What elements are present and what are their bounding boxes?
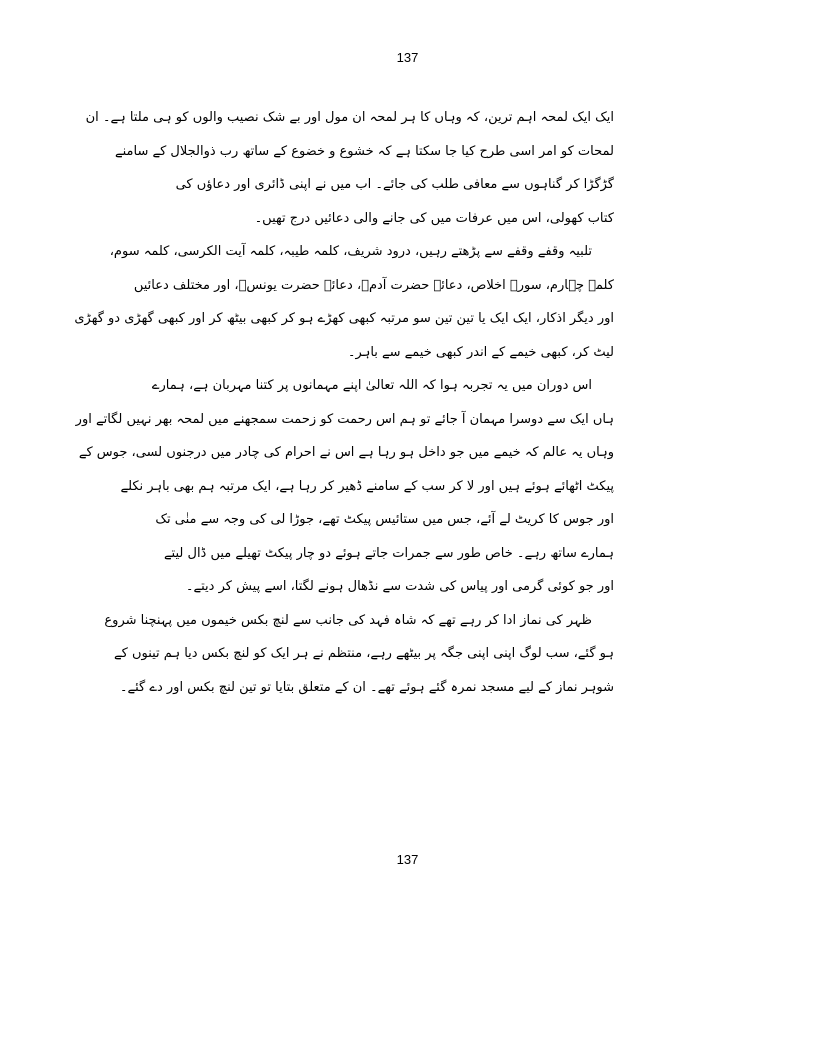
text-line: اور دیگر اذکار، ایک ایک یا تین تین سو مرتبہ کبھی کھڑے ہو کر کبھی بیٹھ کر اور کبھی گھڑی دو گھڑی xyxy=(74,311,614,326)
text-line: کلمہ چہارم، سورۃ اخلاص، دعائے حضرت آدمؑ، دعائے حضرت یونسؑ، اور مختلف دعائیں xyxy=(133,277,614,293)
text-line: ہاں ایک سے دوسرا مہمان آ جائے تو ہم اس رحمت کو زحمت سمجھنے میں لمحہ بھر نہیں لگاتے اور xyxy=(75,411,614,427)
text-line: تلبیہ وقفے وقفے سے پڑھتے رہیں، درود شریف، کلمہ طیبہ، کلمہ آیت الکرسی، کلمہ سوم، xyxy=(109,244,592,259)
text-line: ہمارے ساتھ رہے۔ خاص طور سے جمرات جاتے ہوئے دو چار پیکٹ تھیلے میں ڈال لیتے xyxy=(163,545,614,561)
text-line: ایک ایک لمحہ اہم ترین، کہ وہاں کا ہر لمحہ ان مول اور بے شک نصیب والوں کو ہی ملتا ہے۔ ان xyxy=(85,110,614,125)
text-line: لمحات کو امر اسی طرح کیا جا سکتا ہے کہ خشوع و خضوع کے ساتھ رب ذوالجلال کے سامنے xyxy=(115,143,614,159)
text-line: ظہر کی نماز ادا کر رہے تھے کہ شاہ فہد کی جانب سے لنچ بکس خیموں میں پہنچنا شروع xyxy=(104,612,592,628)
body-text xyxy=(74,101,614,704)
text-line: گڑگڑا کر گناہوں سے معافی طلب کی جائے۔ اب میں نے اپنی ڈائری اور دعاؤں کی xyxy=(175,177,614,192)
text-line: پیکٹ اٹھائے ہوئے ہیں اور لا کر سب کے سامنے ڈھیر کر رہا ہے، ایک مرتبہ ہم بھی باہر نکلے xyxy=(120,478,614,494)
text-line: اور جوس کا کریٹ لے آئے، جس میں ستائیس پیکٹ تھے، جوڑا لی کی وجہ سے منٰی تک xyxy=(155,512,614,527)
page-number-bottom: 137 xyxy=(396,852,419,867)
text-line: اس دوران میں یہ تجربہ ہوا کہ اللہ تعالیٰ اپنے مہمانوں پر کتنا مہربان ہے، ہمارے xyxy=(151,378,592,393)
text-line: اور جو کوئی گرمی اور پیاس کی شدت سے نڈھال ہونے لگتا، اسے پیش کر دیتے۔ xyxy=(185,579,614,594)
text-line: کتاب کھولی، اس میں عرفات میں کی جانے والی دعائیں درج تھیں۔ xyxy=(254,210,614,226)
text-line: شوہر نماز کے لیے مسجد نمرہ گئے ہوئے تھے۔ ان کے متعلق بتایا تو تین لنچ بکس اور دے گئے۔ xyxy=(119,679,614,695)
text-line: ہو گئے، سب لوگ اپنی اپنی جگہ پر بیٹھے رہے، منتظم نے ہر ایک کو لنچ بکس دیا ہم تینوں کے xyxy=(114,646,614,661)
page-number-top: 137 xyxy=(396,50,419,65)
text-line: لیٹ کر، کبھی خیمے کے اندر کبھی خیمے سے باہر۔ xyxy=(347,344,614,360)
text-line: وہاں یہ عالم کہ خیمے میں جو داخل ہو رہا ہے اس نے احرام کی چادر میں درجنوں لسی، جوس کے xyxy=(78,445,614,460)
